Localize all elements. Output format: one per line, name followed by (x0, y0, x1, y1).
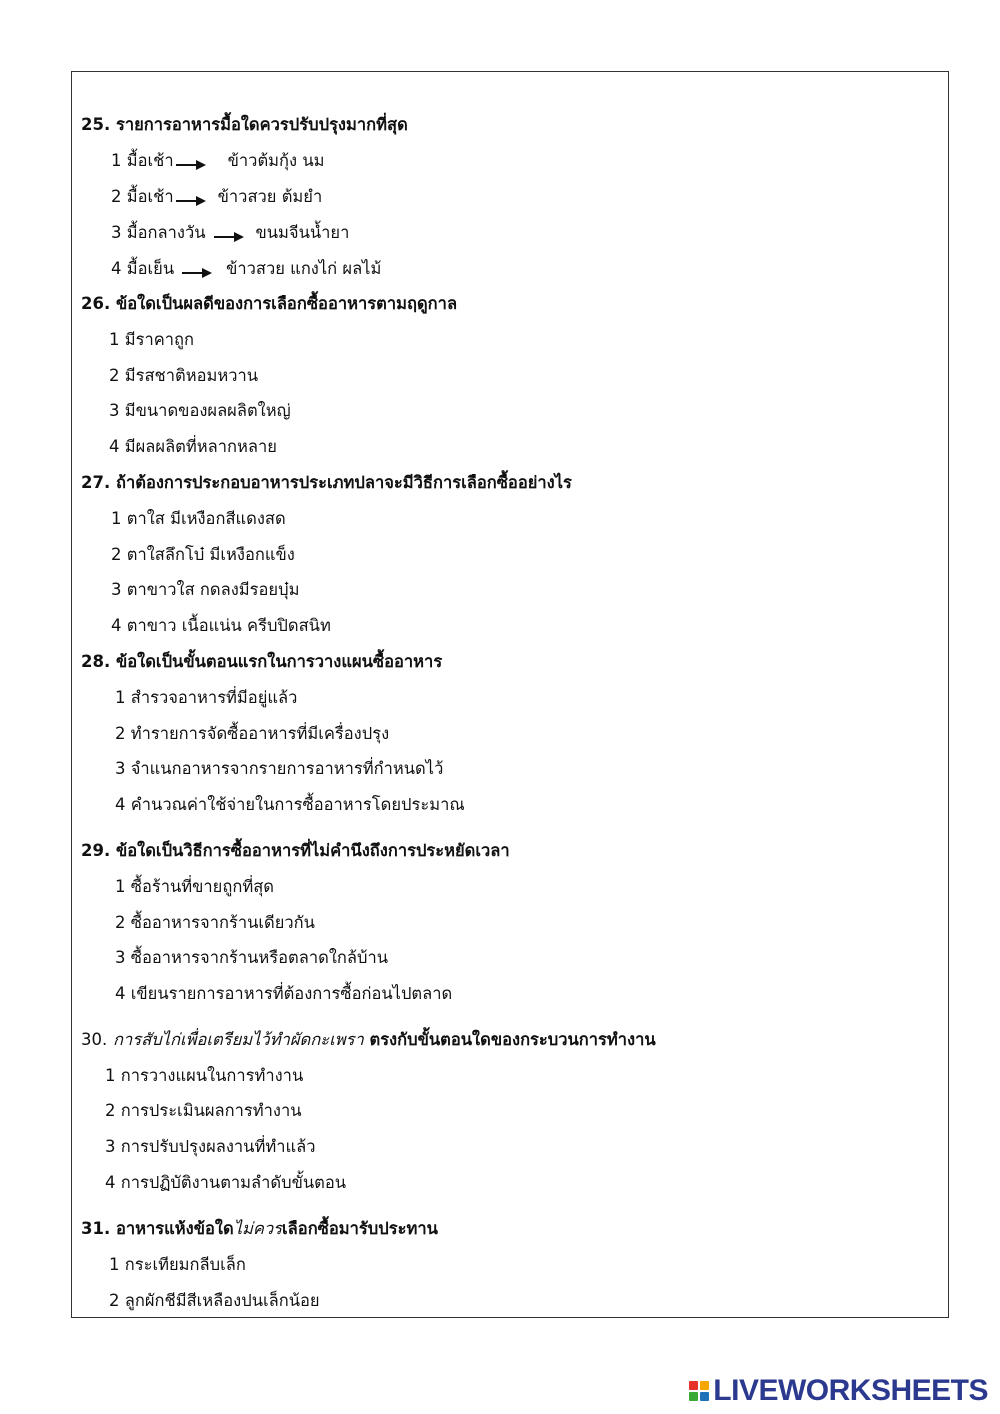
question-29-title (81, 839, 510, 863)
logo-square-green (689, 1392, 698, 1401)
question-27-option-1[interactable]: 1 ตาใส มีเหงือกสีแดงสด (111, 509, 286, 528)
question-30-option-1[interactable]: 1 การวางแผนในการทำงาน (105, 1066, 304, 1085)
arrow-right-icon (182, 265, 212, 275)
question-27-option-4[interactable]: 4 ตาขาว เนื้อแน่น ครีบปิดสนิท (111, 616, 331, 635)
option-meal: 4 มื้อเย็น (111, 259, 175, 278)
question-30-title-italic: การสับไก่เพื่อเตรียมไว้ทำผัดกะเพรา (113, 1030, 364, 1049)
question-30-option-2[interactable]: 2 การประเมินผลการทำงาน (105, 1101, 302, 1120)
liveworksheets-logo-icon (689, 1381, 709, 1401)
question-31-title-start: 31. อาหารแห้งข้อใด (81, 1219, 234, 1238)
question-31-option-1[interactable]: 1 กระเทียมกลีบเล็ก (109, 1255, 246, 1274)
question-26-title: 26. ข้อใดเป็นผลดีของการเลือกซื้ออาหารตามฤดูกาล (81, 294, 458, 313)
option-food: ข้าวสวย ต้มยำ (217, 187, 323, 206)
logo-text: LIVEWORKSHEETS (713, 1374, 988, 1407)
option-meal: 1 มื้อเช้า (111, 151, 174, 170)
option-meal: 2 มื้อเช้า (111, 187, 174, 206)
question-31-title-end: เลือกซื้อมารับประทาน (282, 1219, 438, 1238)
question-30-number: 30. (81, 1030, 108, 1049)
option-meal: 3 มื้อกลางวัน (111, 223, 206, 242)
question-28-option-2[interactable]: 2 ทำรายการจัดซื้ออาหารที่มีเครื่องปรุง (115, 724, 390, 743)
option-food: ข้าวต้มกุ้ง นม (227, 151, 325, 170)
question-31-title-emphasis: ไม่ควร (233, 1219, 283, 1238)
question-29-option-3[interactable]: 3 ซื้ออาหารจากร้านหรือตลาดใกล้บ้าน (115, 948, 388, 967)
question-29-title-emphasis: ไม่ (310, 841, 331, 860)
logo-square-red (689, 1381, 698, 1390)
question-25-option-2[interactable] (111, 185, 322, 209)
question-29-option-1[interactable]: 1 ซื้อร้านที่ขายถูกที่สุด (115, 877, 274, 896)
logo-square-blue (700, 1392, 709, 1401)
logo-square-orange (700, 1381, 709, 1390)
question-25-option-4[interactable] (111, 257, 381, 281)
liveworksheets-logo (689, 1374, 988, 1408)
question-29-option-4[interactable]: 4 เขียนรายการอาหารที่ต้องการซื้อก่อนไปตลาด (115, 984, 453, 1003)
question-30-title-rest: ตรงกับขั้นตอนใดของกระบวนการทำงาน (369, 1030, 656, 1049)
option-food: ขนมจีนน้ำยา (255, 223, 350, 242)
question-28-option-1[interactable]: 1 สำรวจอาหารที่มีอยู่แล้ว (115, 688, 298, 707)
question-27-title: 27. ถ้าต้องการประกอบอาหารประเภทปลาจะมีวิธีการเลือกซื้ออย่างไร (81, 473, 572, 492)
question-28-option-3[interactable]: 3 จำแนกอาหารจากรายการอาหารที่กำหนดไว้ (115, 759, 444, 778)
question-27-option-3[interactable]: 3 ตาขาวใส กดลงมีรอยบุ๋ม (111, 580, 300, 599)
arrow-right-icon (214, 229, 244, 239)
question-30-title (81, 1028, 656, 1052)
question-25-option-3[interactable] (111, 221, 349, 245)
question-26-option-4[interactable]: 4 มีผลผลิตที่หลากหลาย (109, 437, 277, 456)
arrow-right-icon (176, 157, 206, 167)
question-25-title: 25. รายการอาหารมื้อใดควรปรับปรุงมากที่สุด (81, 115, 408, 134)
question-29-title-start: 29. ข้อใดเป็นวิธีการซื้ออาหารที่ (81, 841, 311, 860)
option-food: ข้าวสวย แกงไก่ ผลไม้ (226, 259, 382, 278)
question-30-option-4[interactable]: 4 การปฏิบัติงานตามลำดับขั้นตอน (105, 1173, 347, 1192)
question-31-title (81, 1217, 438, 1241)
question-29-option-2[interactable]: 2 ซื้ออาหารจากร้านเดียวกัน (115, 913, 315, 932)
question-28-title: 28. ข้อใดเป็นขั้นตอนแรกในการวางแผนซื้ออาหาร (81, 652, 443, 671)
question-26-option-3[interactable]: 3 มีขนาดของผลผลิตใหญ่ (109, 401, 291, 420)
question-28-option-4[interactable]: 4 คำนวณค่าใช้จ่ายในการซื้ออาหารโดยประมาณ (115, 795, 465, 814)
question-29-title-end: คำนึงถึงการประหยัดเวลา (330, 841, 510, 860)
question-27-option-2[interactable]: 2 ตาใสลึกโบ๋ มีเหงือกแข็ง (111, 545, 295, 564)
question-31-option-2[interactable]: 2 ลูกผักชีมีสีเหลืองปนเล็กน้อย (109, 1291, 320, 1310)
arrow-right-icon (176, 193, 206, 203)
question-25-option-1[interactable] (111, 149, 325, 173)
question-30-option-3[interactable]: 3 การปรับปรุงผลงานที่ทำแล้ว (105, 1137, 316, 1156)
question-26-option-1[interactable]: 1 มีราคาถูก (109, 330, 195, 349)
question-26-option-2[interactable]: 2 มีรสชาติหอมหวาน (109, 366, 259, 385)
